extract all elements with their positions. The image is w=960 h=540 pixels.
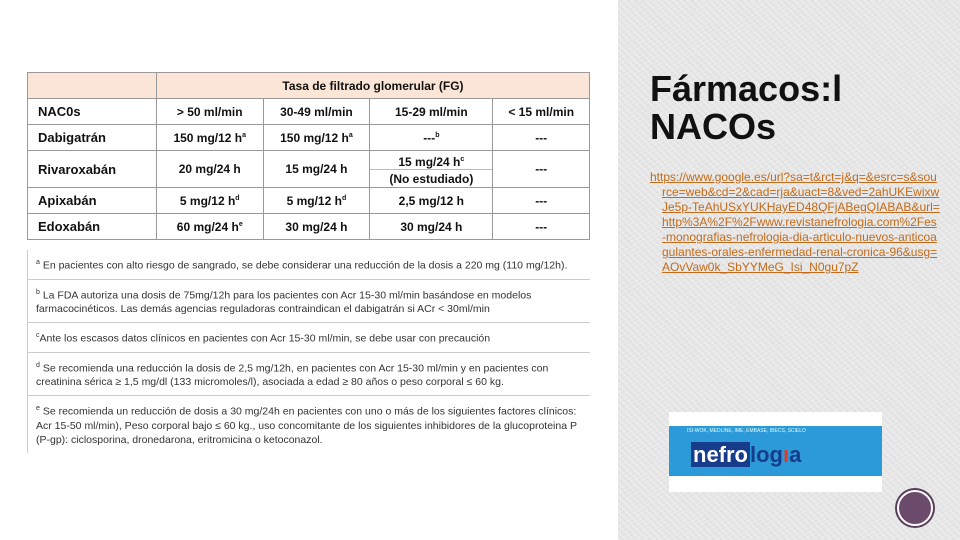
- source-link[interactable]: https://www.google.es/url?sa=t&rct=j&q=&esrc=s&source=web&cd=2&cad=rja&uact=8&ved=2ahUKEwixwJe5p-TeAhUSxYUKHayED48QFjABegQIABAB&url=http%3A%2F%2Fwww.revistanefrologia.com%2Fes-monografias-nefrologia-dia-articulo-nuevos-anticoagulantes-orales-enfermedad-renal-cronica-96&usg=AOvVaw0k_SbYYMeG_Isi_N0gu7pZ: [650, 170, 940, 274]
- dose-cell: 150 mg/12 $h^a$: [263, 125, 370, 151]
- dose-cell: 15 mg/24 h: [263, 151, 370, 188]
- dose-cell: 15 mg/24 $h^c$ (No estudiado): [370, 151, 493, 188]
- empty-header-cell: [28, 73, 157, 99]
- dose-cell: ---: [493, 214, 590, 240]
- table-row: [28, 188, 590, 214]
- dose-cell: 30 mg/24 h: [263, 214, 370, 240]
- footnote: $^d$ Se recomienda una reducción la dosis de 2,5 mg/12h, en pacientes con Acr 15-30 ml/min y en pacientes con creatinina sérica ≥ 1,5 mg/dl (133 micromoles/l), asociada a edad ≥ 80 años o peso corporal ≤ 60 kg.: [28, 353, 590, 397]
- footnote: $^e$ Se recomienda un reducción de dosis a 30 mg/24h en pacientes con uno o más de los siguientes factores clínicos: Acr 15-50 ml/min), Peso corporal bajo ≤ 60 kg., uso concomitante de los siguientes inhibidores de la glucoproteina P (P-gp): ciclosporina, dronedarona, eritromicina o ketoconazol.: [36, 405, 577, 446]
- column-header: > 50 ml/min: [156, 99, 263, 125]
- title-line: NACOs: [650, 106, 777, 147]
- column-header: NAC0s: [28, 99, 157, 125]
- column-header: < 15 ml/min: [493, 99, 590, 125]
- column-header: 30-49 ml/min: [263, 99, 370, 125]
- dose-cell: 30 mg/24 h: [370, 214, 493, 240]
- dose-cell: 20 mg/24 h: [156, 151, 263, 188]
- table-row: [28, 214, 590, 240]
- dose-cell: 2,5 mg/12 h: [370, 188, 493, 214]
- drug-name: Edoxabán: [28, 214, 157, 240]
- drug-name: Dabigatrán: [28, 125, 157, 151]
- nacos-dosing-table: [27, 72, 590, 240]
- dose-cell: ---: [493, 125, 590, 151]
- drug-name: Apixabán: [28, 188, 157, 214]
- title-line: Fármacos:l: [650, 68, 843, 109]
- drug-name: Rivaroxabán: [28, 151, 157, 188]
- dose-cell: ---: [493, 188, 590, 214]
- dose-cell: 150 mg/12 $h^a$: [156, 125, 263, 151]
- slide-decoration-circle: [897, 490, 933, 526]
- column-header: 15-29 ml/min: [370, 99, 493, 125]
- group-header: Tasa de filtrado glomerular (FG): [156, 73, 589, 99]
- dose-cell: ---: [493, 151, 590, 188]
- table-row: [28, 151, 590, 188]
- dose-cell: ---$^b$: [370, 125, 493, 151]
- dose-cell: 60 mg/24 $h^e$: [156, 214, 263, 240]
- slide-title: [650, 70, 842, 146]
- footnotes: [27, 250, 590, 453]
- footnote: $^b$ La FDA autoriza una dosis de 75mg/12h para los pacientes con Acr 15-30 ml/min basándose en modelos farmacocinéticos. Las demás agencias reguladoras contraindican el dabigatrán si ACr < 30ml/min: [28, 280, 590, 324]
- dose-cell: 5 mg/12 $h^d$: [156, 188, 263, 214]
- table-row: [28, 125, 590, 151]
- footnote: $^a$ En pacientes con alto riesgo de sangrado, se debe considerar una reducción de la dosis a 220 mg (110 mg/12h).: [28, 250, 590, 280]
- dose-cell: 5 mg/12 $h^d$: [263, 188, 370, 214]
- footnote: $^c$Ante los escasos datos clínicos en pacientes con Acr 15-30 ml/min, se debe usar con precaución: [28, 323, 590, 353]
- nefrologia-logo: ISI-WOK, MEDLINE, IME, EMBASE, IBECS, SCIELO nefrologıa: [669, 412, 882, 492]
